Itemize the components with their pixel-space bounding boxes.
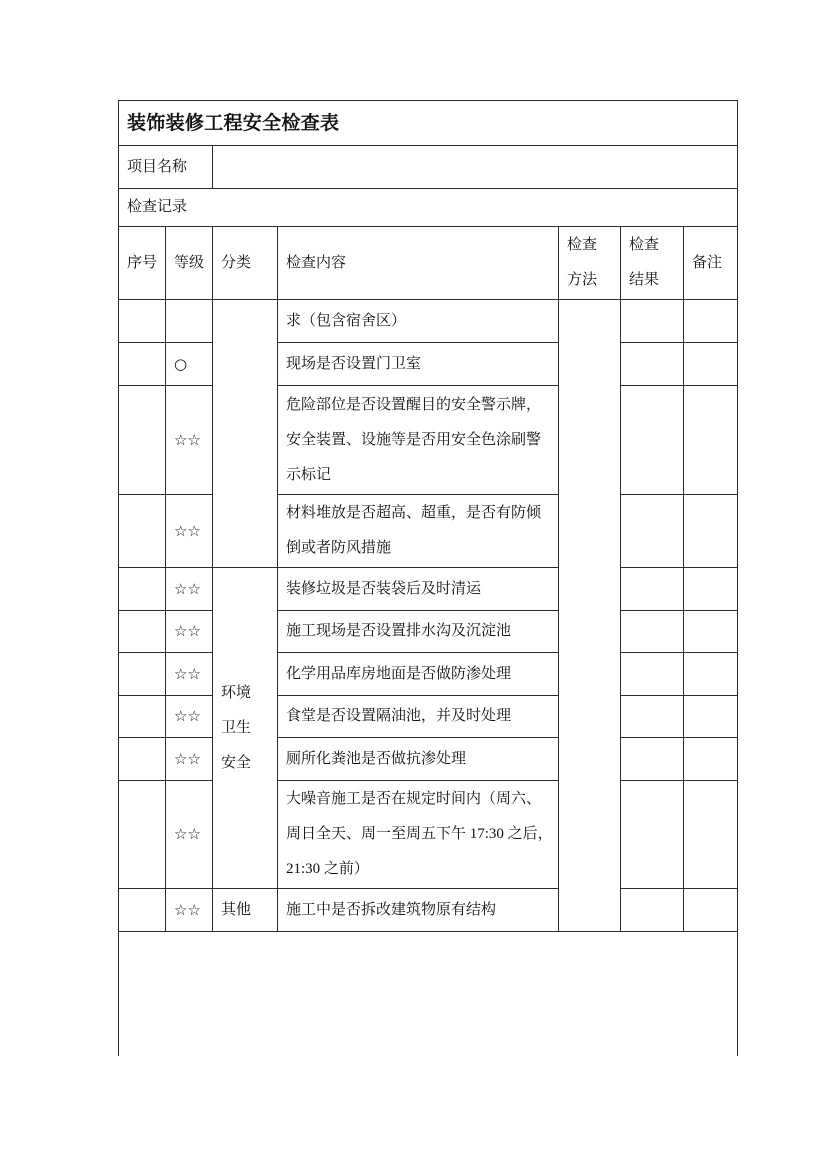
row-no-cell <box>119 611 166 653</box>
row-remark-cell <box>684 611 738 653</box>
row-result-cell <box>621 781 684 889</box>
row-no-cell <box>119 343 166 386</box>
row-content-line: 倒或者防风措施 <box>286 540 392 556</box>
row-content-line: 食堂是否设置隔油池，并及时处理 <box>286 708 512 724</box>
row-no-cell <box>119 738 166 781</box>
header-row <box>119 227 738 300</box>
row-remark-cell <box>684 889 738 932</box>
header-method-line: 检查 <box>567 237 598 253</box>
table-row <box>119 889 738 932</box>
row-remark-cell <box>684 300 738 343</box>
table-row <box>119 386 738 495</box>
row-remark-cell <box>684 738 738 781</box>
table-row <box>119 568 738 611</box>
row-result-cell <box>621 738 684 781</box>
row-no-cell <box>119 568 166 611</box>
header-remark: 备注 <box>684 227 738 300</box>
category-cell-general <box>213 300 278 568</box>
record-row <box>119 189 738 227</box>
row-grade: ☆☆ <box>166 611 213 653</box>
header-content: 检查内容 <box>278 227 559 300</box>
project-name-value-cell <box>213 146 738 189</box>
row-no-cell <box>119 300 166 343</box>
row-no-cell <box>119 781 166 889</box>
row-content <box>278 653 559 696</box>
row-no-cell <box>119 495 166 568</box>
row-content-line: 装修垃圾是否装袋后及时清运 <box>286 580 482 597</box>
table-row <box>119 495 738 568</box>
row-content-line: 材料堆放是否超高、超重，是否有防倾 <box>286 505 542 521</box>
row-grade: ○ <box>166 343 213 386</box>
row-content-line: 周日全天、周一至周五下午 17:30 之后， <box>286 826 553 842</box>
table-row <box>119 781 738 889</box>
row-result-cell <box>621 300 684 343</box>
row-content <box>278 343 559 386</box>
row-no-cell <box>119 386 166 495</box>
row-grade: ☆☆ <box>166 781 213 889</box>
row-remark-cell <box>684 568 738 611</box>
row-content-line: 现场是否设置门卫室 <box>286 355 422 372</box>
row-content <box>278 386 559 495</box>
header-category: 分类 <box>213 227 278 300</box>
row-result-cell <box>621 889 684 932</box>
header-method <box>559 227 621 300</box>
project-name-label: 项目名称 <box>119 146 213 189</box>
header-result-line: 结果 <box>629 272 660 288</box>
blank-row <box>119 932 738 1056</box>
table-row <box>119 738 738 781</box>
row-grade: ☆☆ <box>166 653 213 696</box>
table-row <box>119 696 738 738</box>
row-content <box>278 696 559 738</box>
header-result-line: 检查 <box>629 237 660 253</box>
row-grade: ☆☆ <box>166 738 213 781</box>
header-grade: 等级 <box>166 227 213 300</box>
category-cell-other: 其他 <box>213 889 278 932</box>
row-content-line: 施工现场是否设置排水沟及沉淀池 <box>286 623 512 639</box>
row-remark-cell <box>684 495 738 568</box>
row-content <box>278 611 559 653</box>
row-content <box>278 889 559 932</box>
row-content <box>278 495 559 568</box>
row-content <box>278 568 559 611</box>
row-result-cell <box>621 386 684 495</box>
row-grade: ☆☆ <box>166 889 213 932</box>
table-row <box>119 300 738 343</box>
title-row <box>119 101 738 146</box>
project-name-row <box>119 146 738 189</box>
sheet-title: 装饰装修工程安全检查表 <box>127 112 340 134</box>
row-content <box>278 300 559 343</box>
record-label: 检查记录 <box>119 189 738 227</box>
row-grade: ☆☆ <box>166 386 213 495</box>
row-remark-cell <box>684 653 738 696</box>
row-content-line: 化学用品库房地面是否做防渗处理 <box>286 665 512 682</box>
title-cell <box>119 101 738 146</box>
header-method-line: 方法 <box>567 272 598 288</box>
category-line: 卫生 <box>221 719 252 736</box>
row-result-cell <box>621 343 684 386</box>
header-result <box>621 227 684 300</box>
row-grade: ☆☆ <box>166 696 213 738</box>
row-content-line: 施工中是否拆改建筑物原有结构 <box>286 901 497 918</box>
row-remark-cell <box>684 781 738 889</box>
row-no-cell <box>119 653 166 696</box>
row-remark-cell <box>684 696 738 738</box>
row-no-cell <box>119 889 166 932</box>
row-content-line: 示标记 <box>286 466 332 483</box>
row-result-cell <box>621 611 684 653</box>
row-content <box>278 738 559 781</box>
category-line: 环境 <box>221 684 252 701</box>
row-grade-cell <box>166 300 213 343</box>
table-row <box>119 653 738 696</box>
table-row <box>119 611 738 653</box>
row-remark-cell <box>684 386 738 495</box>
row-content-line: 求（包含宿舍区） <box>286 312 407 329</box>
row-no-cell <box>119 696 166 738</box>
row-content-line: 厕所化粪池是否做抗渗处理 <box>286 750 467 767</box>
category-line: 安全 <box>221 754 252 771</box>
row-content-line: 危险部位是否设置醒目的安全警示牌， <box>286 396 542 413</box>
row-content-line: 安全装置、设施等是否用安全色涂刷警 <box>286 431 542 448</box>
category-cell-environment <box>213 568 278 889</box>
row-remark-cell <box>684 343 738 386</box>
table-row <box>119 343 738 386</box>
row-grade: ☆☆ <box>166 568 213 611</box>
row-result-cell <box>621 495 684 568</box>
row-content-line: 21:30 之前） <box>286 861 369 877</box>
blank-area-cell <box>119 932 738 1056</box>
row-result-cell <box>621 696 684 738</box>
header-no: 序号 <box>119 227 166 300</box>
row-result-cell <box>621 568 684 611</box>
row-grade: ☆☆ <box>166 495 213 568</box>
row-content-line: 大噪音施工是否在规定时间内（周六、 <box>286 791 542 807</box>
method-cell <box>559 300 621 932</box>
row-content <box>278 781 559 889</box>
row-result-cell <box>621 653 684 696</box>
safety-inspection-table <box>118 100 738 1056</box>
